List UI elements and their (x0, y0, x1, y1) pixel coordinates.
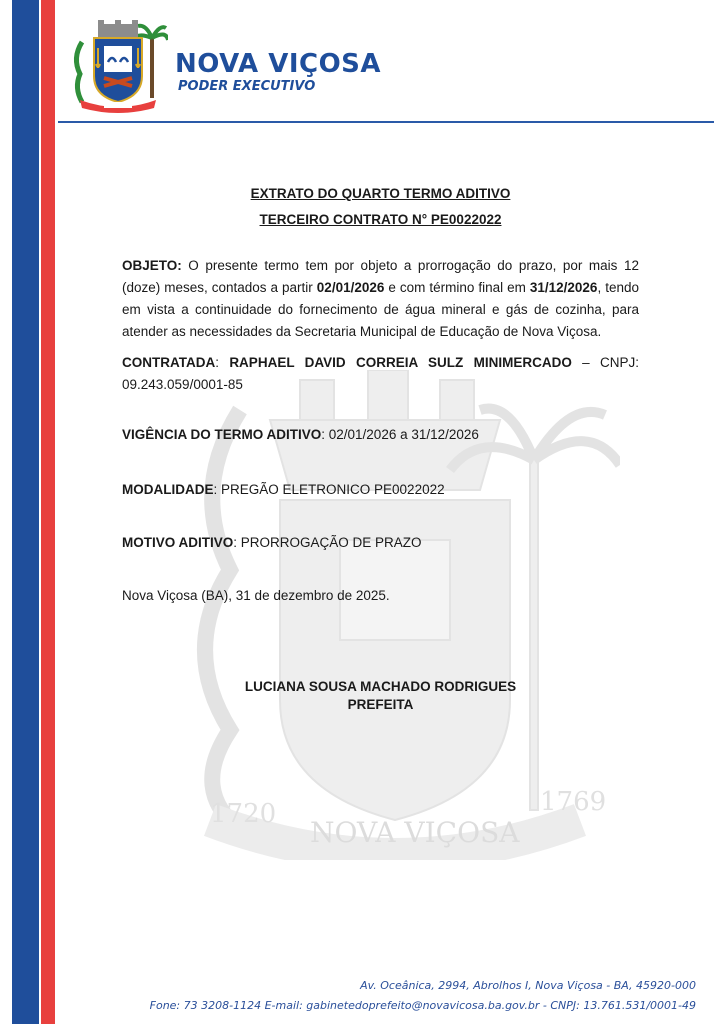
modalidade-label: MODALIDADE (122, 482, 214, 497)
motivo-value: : PRORROGAÇÃO DE PRAZO (233, 535, 422, 550)
contratada-paragraph (122, 352, 639, 396)
contratada-sep: : (215, 355, 230, 370)
watermark-year-left: 1720 (210, 799, 277, 829)
motivo-line (122, 532, 639, 554)
signatory-role: PREFEITA (347, 697, 414, 712)
brand-title: NOVA VIÇOSA (175, 49, 382, 79)
left-blue-stripe (12, 0, 39, 1024)
document-title: EXTRATO DO QUARTO TERMO ADITIVO (250, 186, 511, 201)
objeto-paragraph (122, 255, 639, 343)
vigencia-label: VIGÊNCIA DO TERMO ADITIVO (122, 427, 322, 442)
signatory-name: LUCIANA SOUSA MACHADO RODRIGUES (244, 679, 517, 694)
left-red-stripe (41, 0, 55, 1024)
contratada-cnpj: – CNPJ: 09.243.059/0001-85 (122, 355, 639, 392)
vigencia-line (122, 424, 639, 446)
footer-contact: Fone: 73 3208-1124 E-mail: gabinetedoprefeito@novavicosa.ba.gov.br - CNPJ: 13.761.531/0001-49 (149, 999, 696, 1012)
header-rule (58, 121, 714, 123)
objeto-text-2: e com término final em (384, 280, 530, 295)
objeto-start-date: 02/01/2026 (316, 280, 385, 295)
footer-address: Av. Oceânica, 2994, Abrolhos I, Nova Viçosa - BA, 45920-000 (360, 979, 696, 992)
brand-subtitle: PODER EXECUTIVO (178, 79, 316, 94)
objeto-end-date: 31/12/2026 (529, 280, 598, 295)
watermark-name: NOVA VIÇOSA (310, 816, 520, 849)
watermark-year-right: 1769 (540, 787, 607, 817)
objeto-text-1: O presente termo tem por objeto a prorrogação do prazo, por mais 12 (doze) meses, contados a partir (122, 258, 639, 295)
modalidade-value: : PREGÃO ELETRONICO PE0022022 (213, 482, 445, 497)
objeto-label: OBJETO: (122, 258, 182, 273)
municipal-crest-logo (68, 18, 168, 114)
motivo-label: MOTIVO ADITIVO (122, 535, 234, 550)
contratada-name: RAPHAEL DAVID CORREIA SULZ MINIMERCADO (229, 355, 572, 370)
contract-number-title: TERCEIRO CONTRATO N° PE0022022 (259, 212, 502, 227)
contratada-label: CONTRATADA (122, 355, 216, 370)
modalidade-line (122, 479, 639, 501)
objeto-text-3: , tendo em vista a continuidade do fornecimento de água mineral e gás de cozinha, para atender as necessidades da Secretaria Municipal de Educação de Nova Viçosa. (122, 280, 639, 339)
vigencia-value: : 02/01/2026 a 31/12/2026 (321, 427, 479, 442)
place-date: Nova Viçosa (BA), 31 de dezembro de 2025. (122, 588, 390, 603)
